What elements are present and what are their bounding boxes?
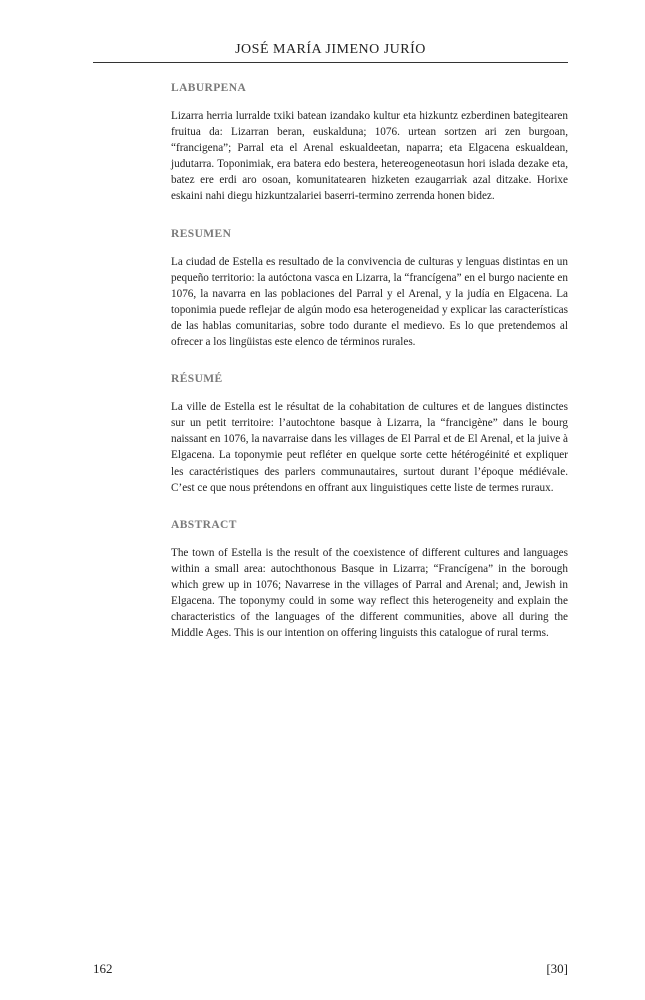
header-rule [93, 62, 568, 63]
section-resume [171, 371, 568, 496]
section-title: ABSTRACT [171, 518, 237, 531]
running-title: JOSÉ MARÍA JIMENO JURÍO [235, 42, 426, 57]
section-resumen [171, 226, 568, 351]
section-body: The town of Estella is the result of the coexistence of different cultures and languages within a small area: autochthonous Basque in Lizarra; “Francígena” in the borough which grew up in 1076; Navarrese in the villages of Parral and Arenal; and, Jewish in Elgacena. The toponymy could in some way reflect this heterogeneity and explain the characteristics of the languages of the different communities, above all during the Middle Ages. This is our intention on offering linguists this catalogue of rural terms. [171, 546, 568, 640]
section-title: LABURPENA [171, 82, 247, 94]
section-title: RESUMEN [171, 227, 232, 240]
original-page-number: [30] [546, 961, 568, 976]
page-number: 162 [93, 961, 113, 976]
section-laburpena [171, 80, 568, 205]
section-abstract [171, 517, 568, 642]
abstracts-column [171, 80, 568, 662]
section-body: La ville de Estella est le résultat de la cohabitation de cultures et de langues distinctes sur un petit territoire: l’autochtone basque à Lizarra, la “francigène” dans le bourg naissant en 1076, la navarraise dans les villages de El Parral et de El Arenal, et la juive à Elgacena. La toponymie peut refléter en quelque sorte cette hétérogéinité et expliquer les caractéristiques des parlers communautaires, surtout durant l’époque médiévale. C’est ce que nous prétendons en offrant aux linguistiques cette liste de termes ruraux. [171, 401, 568, 494]
section-body: La ciudad de Estella es resultado de la convivencia de culturas y lenguas distintas en un pequeño territorio: la autóctona vasca en Lizarra, la “francígena” en el burgo naciente en 1076, la navarra en las poblaciones del Parral y el Arenal, y la judía en Elgacena. La toponimia puede reflejar de algún modo esa heterogeneidad y explicar las características de las hablas comunitarias, sobre todo durante el medievo. Es lo que pretendemos al ofrecer a los lingüistas este elenco de términos rurales. [171, 255, 568, 349]
section-body: Lizarra herria lurralde txiki batean izandako kultur eta hizkuntz ezberdinen bategitearen fruitua da: Lizarran beran, euskalduna; 1076. urtean sortzen ari zen burgoan, “francigena”; Parral eta el Arenal eskualdeetan, naparra; eta Elgacena eskualdean, judutarra. Toponimiak, era batera edo bestera, hetereogeneotasun hori islada dezake eta, batez ere erdi aro osoan, komunitatearen hizketen ezaugarriak azal ditzake. Horixe eskaini nahi diegu hizkuntzalariei baserri-termino zerrenda honen bidez. [171, 110, 568, 203]
section-title: RÉSUMÉ [171, 373, 223, 386]
